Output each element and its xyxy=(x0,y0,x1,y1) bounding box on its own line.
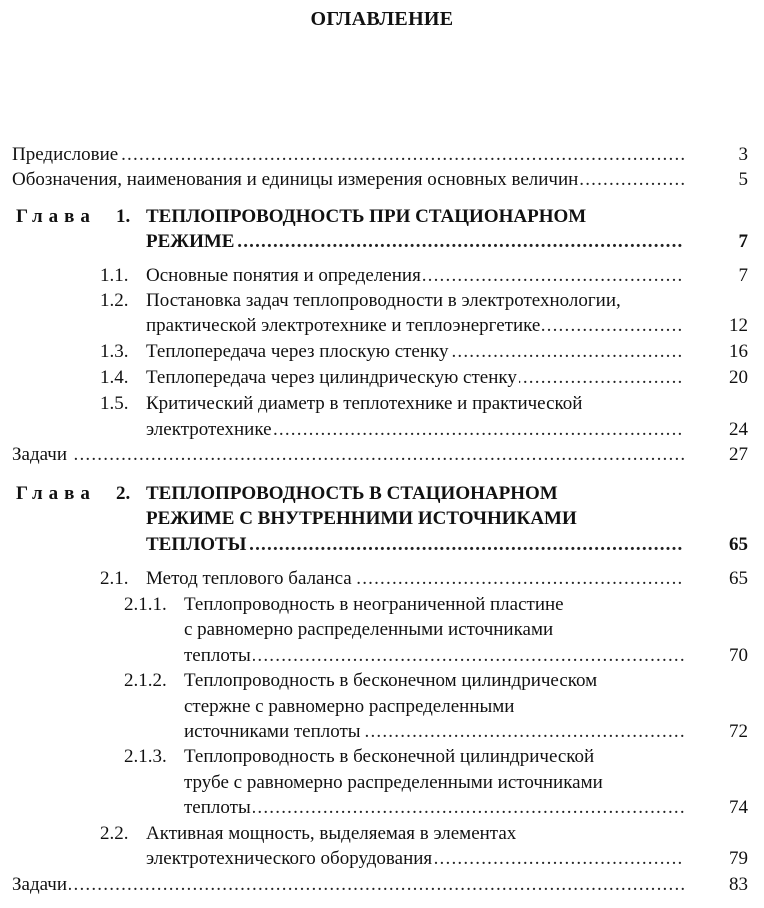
entry-text: Критический диаметр в теплотехнике и практической xyxy=(146,393,583,414)
entry-text: Обозначения, наименования и единицы измерения основных величин xyxy=(12,169,579,190)
toc-subsection-2-1-1-line3 xyxy=(0,644,764,668)
toc-section-1-1 xyxy=(0,264,764,288)
chapter-number: 1. xyxy=(116,206,131,227)
page-title: ОГЛАВЛЕНИЕ xyxy=(310,8,454,30)
chapter-number: 2. xyxy=(116,483,131,504)
entry-page: 12 xyxy=(729,315,748,336)
chapter-title: ТЕПЛОПРОВОДНОСТЬ ПРИ СТАЦИОНАРНОМ xyxy=(146,206,587,227)
entry-text-cont: электротехнического оборудования xyxy=(146,848,433,869)
entry-page: 72 xyxy=(729,721,748,742)
chapter-title: ТЕПЛОПРОВОДНОСТЬ В СТАЦИОНАРНОМ xyxy=(146,483,558,504)
entry-text: Предисловие xyxy=(12,144,119,165)
entry-page: 65 xyxy=(729,568,748,589)
entry-text-cont: стержне с равномерно распределенными xyxy=(184,696,515,717)
toc-entry-tasks-1 xyxy=(0,443,764,467)
section-number: 1.3. xyxy=(100,341,129,362)
entry-page: 20 xyxy=(729,367,748,388)
toc-chapter-2-line3 xyxy=(0,533,764,557)
entry-page: 7 xyxy=(738,265,748,286)
entry-page: 65 xyxy=(729,534,748,555)
chapter-title-cont: РЕЖИМЕ xyxy=(146,231,235,252)
entry-text-cont: теплоты xyxy=(184,797,251,818)
section-number: 2.1.3. xyxy=(124,746,167,767)
entry-text: Метод теплового баланса xyxy=(146,568,352,589)
section-number: 1.2. xyxy=(100,290,129,311)
entry-page: 79 xyxy=(729,848,748,869)
section-number: 1.1. xyxy=(100,265,129,286)
entry-text: Активная мощность, выделяемая в элементах xyxy=(146,823,517,844)
entry-text-cont: трубе с равномерно распределенными источниками xyxy=(184,772,603,793)
toc-section-1-3 xyxy=(0,340,764,364)
toc-chapter-2-line1 xyxy=(0,482,764,506)
entry-text: Теплопередача через цилиндрическую стенку xyxy=(146,367,517,388)
toc-section-2-2-line2 xyxy=(0,847,764,871)
entry-text: Теплопередача через плоскую стенку xyxy=(146,341,449,362)
entry-text-cont: с равномерно распределенными источниками xyxy=(184,619,554,640)
entry-text: Основные понятия и определения xyxy=(146,265,421,286)
toc-subsection-2-1-1-line1 xyxy=(0,593,764,617)
entry-text-cont: источниками теплоты xyxy=(184,721,361,742)
toc-section-2-1 xyxy=(0,567,764,591)
toc-entry-preface xyxy=(0,143,764,167)
toc-chapter-1-line1 xyxy=(0,205,764,229)
toc-subsection-2-1-3-line3 xyxy=(0,796,764,820)
toc-entry-tasks-2 xyxy=(0,873,764,897)
toc-section-1-4 xyxy=(0,366,764,390)
section-number: 2.1. xyxy=(100,568,129,589)
toc-chapter-2-line2 xyxy=(0,507,764,531)
entry-text: Теплопроводность в бесконечной цилиндрической xyxy=(184,746,595,767)
section-number: 1.5. xyxy=(100,393,129,414)
entry-page: 3 xyxy=(738,144,748,165)
entry-page: 24 xyxy=(729,419,748,440)
section-number: 1.4. xyxy=(100,367,129,388)
toc-subsection-2-1-3-line2 xyxy=(0,771,764,795)
section-number: 2.1.1. xyxy=(124,594,167,615)
toc-section-1-2-line2 xyxy=(0,314,764,338)
entry-text: Задачи xyxy=(12,443,71,466)
toc-subsection-2-1-3-line1 xyxy=(0,745,764,769)
entry-text: Теплопроводность в неограниченной пластине xyxy=(184,594,564,615)
toc-section-1-5-line1 xyxy=(0,392,764,416)
toc-section-2-2-line1 xyxy=(0,822,764,846)
toc-chapter-1-line2 xyxy=(0,230,764,254)
section-number: 2.1.2. xyxy=(124,670,167,691)
entry-page: 7 xyxy=(738,231,748,252)
entry-page: 70 xyxy=(729,645,748,666)
entry-page: 27 xyxy=(729,444,748,465)
entry-page: 74 xyxy=(729,797,748,818)
entry-text: Теплопроводность в бесконечном цилиндрическом xyxy=(184,670,598,691)
entry-page: 83 xyxy=(729,874,748,895)
entry-text-cont: теплоты xyxy=(184,645,251,666)
entry-text-cont: электротехнике xyxy=(146,419,272,440)
toc-section-1-5-line2 xyxy=(0,418,764,442)
toc-entry-notation xyxy=(0,168,764,192)
toc-section-1-2-line1 xyxy=(0,289,764,313)
section-number: 2.2. xyxy=(100,823,129,844)
entry-page: 5 xyxy=(738,169,748,190)
chapter-title-cont: РЕЖИМЕ С ВНУТРЕННИМИ ИСТОЧНИКАМИ xyxy=(146,508,577,529)
toc-subsection-2-1-2-line2 xyxy=(0,695,764,719)
entry-text: Постановка задач теплопроводности в электротехнологии, xyxy=(146,290,621,311)
chapter-label: Глава xyxy=(16,483,96,504)
chapter-label: Глава xyxy=(16,206,96,227)
entry-page: 16 xyxy=(729,341,748,362)
entry-text-cont: практической электротехнике и теплоэнергетике xyxy=(146,315,541,336)
chapter-title-cont: ТЕПЛОТЫ xyxy=(146,534,247,555)
entry-text: Задачи xyxy=(12,874,68,895)
toc-subsection-2-1-1-line2 xyxy=(0,618,764,642)
toc-subsection-2-1-2-line3 xyxy=(0,720,764,744)
toc-subsection-2-1-2-line1 xyxy=(0,669,764,693)
